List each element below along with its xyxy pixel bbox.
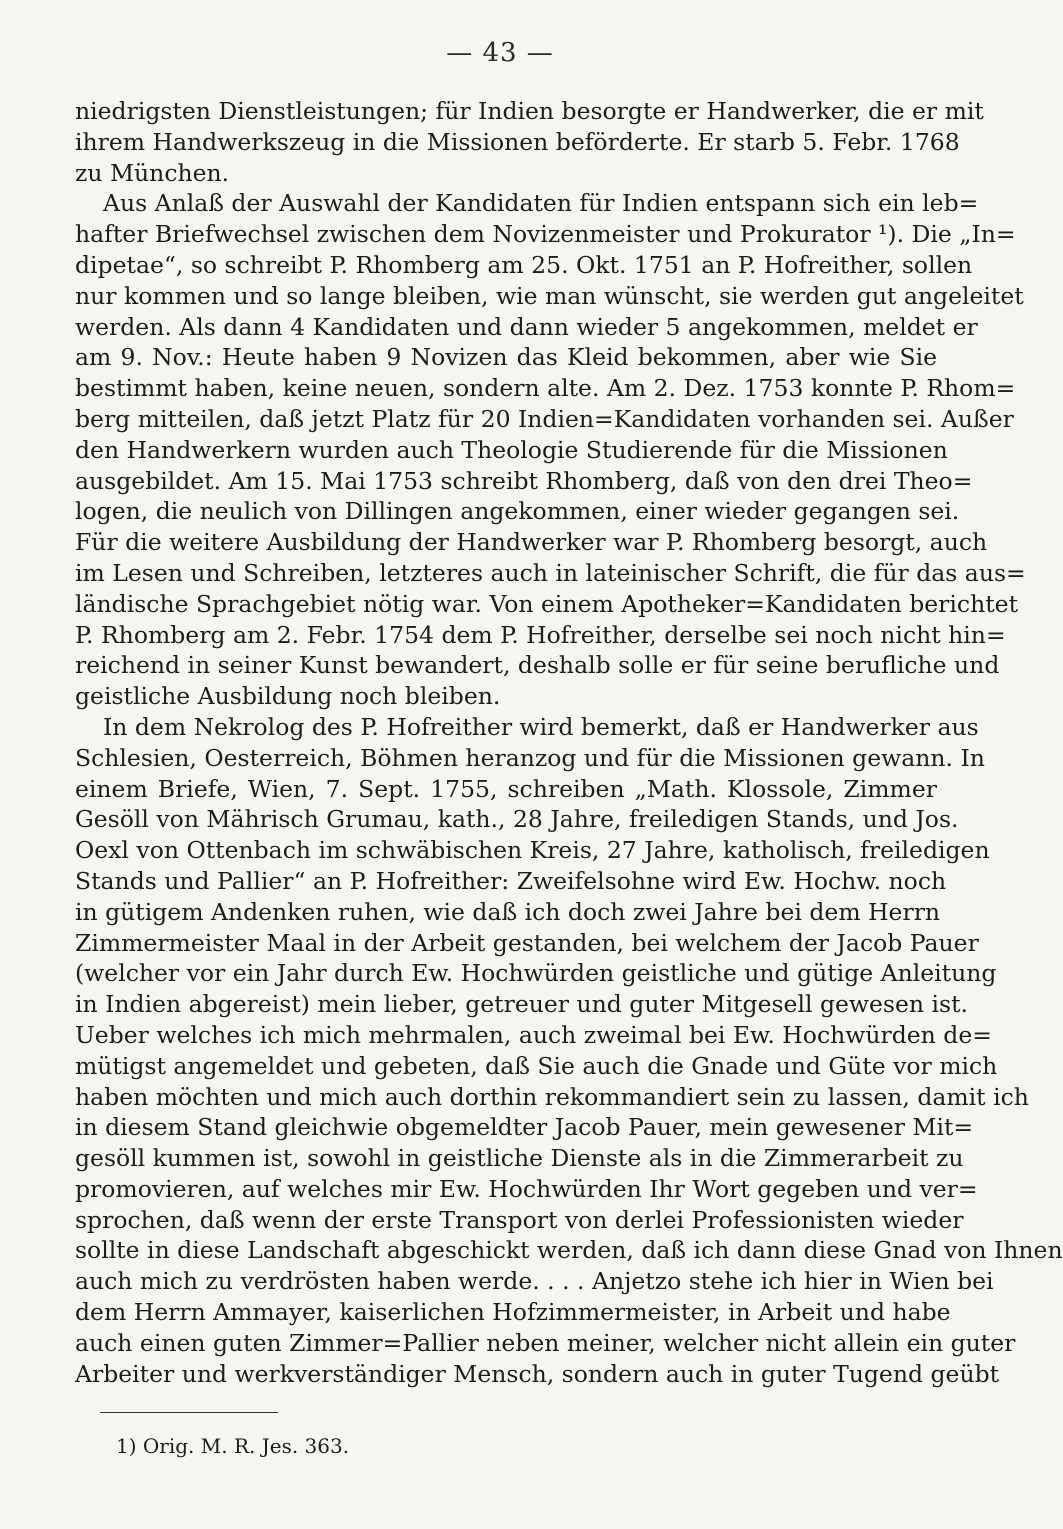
text-line: gesöll kummen ist, sowohl in geistliche Dienste als in die Zimmerarbeit zu bbox=[75, 1144, 964, 1173]
text-line: in Indien abgereist) mein lieber, getreuer und guter Mitgesell gewesen ist. bbox=[75, 990, 968, 1019]
text-line: Stands und Pallier“ an P. Hofreither: Zweifelsohne wird Ew. Hochw. noch bbox=[75, 866, 947, 895]
text-line: geistliche Ausbildung noch bleiben. bbox=[75, 682, 501, 711]
text-line: Oexl von Ottenbach im schwäbischen Kreis, 27 Jahre, katholisch, freiledigen bbox=[75, 836, 990, 865]
text-line: auch mich zu verdrösten haben werde. . . . Anjetzo stehe ich hier in Wien bei bbox=[75, 1267, 994, 1296]
text-line: haben möchten und mich auch dorthin rekommandiert sein zu lassen, damit ich bbox=[75, 1082, 1029, 1111]
text-line: ihrem Handwerkszeug in die Missionen beförderte. Er starb 5. Febr. 1768 bbox=[75, 127, 960, 156]
page-number: — 43 — bbox=[446, 38, 554, 68]
body-text bbox=[75, 96, 1063, 1389]
text-line: (welcher vor ein Jahr durch Ew. Hochwürden geistliche und gütige Anleitung bbox=[75, 959, 997, 988]
text-line: Zimmermeister Maal in der Arbeit gestanden, bei welchem der Jacob Pauer bbox=[75, 928, 979, 957]
text-line: Aus Anlaß der Auswahl der Kandidaten für Indien entspann sich ein leb= bbox=[103, 189, 979, 218]
text-line: Gesöll von Mährisch Grumau, kath., 28 Jahre, freiledigen Stands, und Jos. bbox=[75, 805, 959, 834]
text-line: werden. Als dann 4 Kandidaten und dann wieder 5 angekommen, meldet er bbox=[75, 312, 978, 341]
text-line: auch einen guten Zimmer=Pallier neben meiner, welcher nicht allein ein guter bbox=[75, 1328, 1016, 1357]
text-line: ländische Sprachgebiet nötig war. Von einem Apotheker=Kandidaten berichtet bbox=[75, 589, 1019, 618]
text-line: am 9. Nov.: Heute haben 9 Novizen das Kleid bekommen, aber wie Sie bbox=[75, 343, 937, 372]
text-line: berg mitteilen, daß jetzt Platz für 20 Indien=Kandidaten vorhanden sei. Außer bbox=[75, 404, 1014, 433]
text-line: sollte in diese Landschaft abgeschickt werden, daß ich dann diese Gnad von Ihnen bbox=[75, 1236, 1063, 1265]
text-line: einem Briefe, Wien, 7. Sept. 1755, schreiben „Math. Klossole, Zimmer bbox=[75, 774, 937, 803]
text-line: reichend in seiner Kunst bewandert, deshalb solle er für seine berufliche und bbox=[75, 651, 1000, 680]
footnote-divider bbox=[100, 1412, 278, 1413]
text-line: Schlesien, Oesterreich, Böhmen heranzog und für die Missionen gewann. In bbox=[75, 743, 985, 772]
text-line: zu München. bbox=[75, 158, 230, 187]
text-line: den Handwerkern wurden auch Theologie Studierende für die Missionen bbox=[75, 435, 948, 464]
text-line: Für die weitere Ausbildung der Handwerker war P. Rhomberg besorgt, auch bbox=[75, 528, 988, 557]
text-line: in diesem Stand gleichwie obgemeldter Jacob Pauer, mein gewesener Mit= bbox=[75, 1113, 974, 1142]
text-line: promovieren, auf welches mir Ew. Hochwürden Ihr Wort gegeben und ver= bbox=[75, 1174, 978, 1203]
text-line: Arbeiter und werkverständiger Mensch, sondern auch in guter Tugend geübt bbox=[75, 1359, 1000, 1388]
text-line: im Lesen und Schreiben, letzteres auch in lateinischer Schrift, die für das aus= bbox=[75, 558, 1026, 587]
text-line: niedrigsten Dienstleistungen; für Indien besorgte er Handwerker, die er mit bbox=[75, 97, 984, 125]
text-line: bestimmt haben, keine neuen, sondern alte. Am 2. Dez. 1753 konnte P. Rhom= bbox=[75, 374, 1016, 403]
text-line: P. Rhomberg am 2. Febr. 1754 dem P. Hofreither, derselbe sei noch nicht hin= bbox=[75, 620, 1006, 649]
text-line: in gütigem Andenken ruhen, wie daß ich doch zwei Jahre bei dem Herrn bbox=[75, 897, 941, 926]
text-line: hafter Briefwechsel zwischen dem Novizenmeister und Prokurator ¹). Die „In= bbox=[75, 220, 1016, 249]
text-line: Ueber welches ich mich mehrmalen, auch zweimal bei Ew. Hochwürden de= bbox=[75, 1020, 992, 1049]
text-line: sprochen, daß wenn der erste Transport von derlei Professionisten wieder bbox=[75, 1205, 964, 1234]
footnote: 1) Orig. M. R. Jes. 363. bbox=[116, 1434, 350, 1458]
text-line: dipetae“, so schreibt P. Rhomberg am 25. Okt. 1751 an P. Hofreither, sollen bbox=[75, 250, 973, 279]
text-line: ausgebildet. Am 15. Mai 1753 schreibt Rhomberg, daß von den drei Theo= bbox=[75, 466, 973, 495]
text-line: dem Herrn Ammayer, kaiserlichen Hofzimmermeister, in Arbeit und habe bbox=[75, 1298, 951, 1327]
text-line: nur kommen und so lange bleiben, wie man wünscht, sie werden gut angeleitet bbox=[75, 281, 1024, 310]
text-line: logen, die neulich von Dillingen angekommen, einer wieder gegangen sei. bbox=[75, 497, 960, 526]
text-line: In dem Nekrolog des P. Hofreither wird bemerkt, daß er Handwerker aus bbox=[103, 712, 979, 741]
text-line: mütigst angemeldet und gebeten, daß Sie auch die Gnade und Güte vor mich bbox=[75, 1051, 998, 1080]
